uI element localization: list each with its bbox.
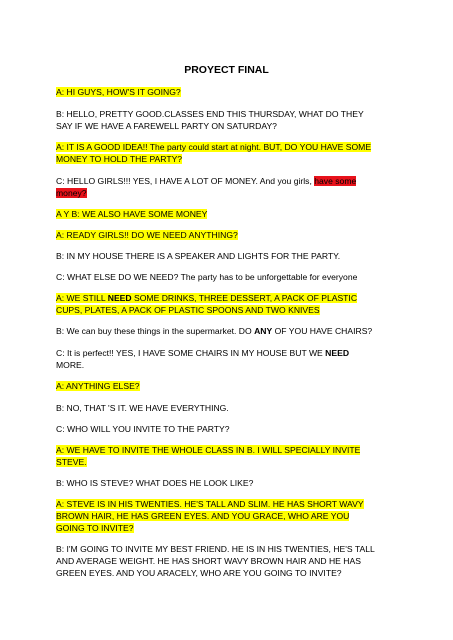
line-text: B: NO, THAT 'S IT. WE HAVE EVERYTHING. <box>56 403 229 413</box>
dialogue-line-b2 <box>56 250 401 262</box>
line-text: A: STEVE IS IN HIS TWENTIES. HE'S TALL AND SLIM. HE HAS SHORT WAVY <box>56 499 364 509</box>
line-text: C: WHO WILL YOU INVITE TO THE PARTY? <box>56 424 230 434</box>
dialogue-line-c1 <box>56 175 401 199</box>
bold-word: ANY <box>254 326 273 336</box>
line-text: B: I'M GOING TO INVITE MY BEST FRIEND. HE IS IN HIS TWENTIES, HE'S TALL <box>56 544 375 554</box>
line-part: B: We can buy these things in the supermarket. DO <box>56 326 255 336</box>
line-text: B: IN MY HOUSE THERE IS A SPEAKER AND LIGHTS FOR THE PARTY. <box>56 251 341 261</box>
line-text: B: WHO IS STEVE? WHAT DOES HE LOOK LIKE? <box>56 478 254 488</box>
dialogue-line-a7 <box>56 498 401 534</box>
dialogue-line-c4 <box>56 423 401 435</box>
dialogue-line-b1 <box>56 108 401 132</box>
dialogue-line-a3 <box>56 229 401 241</box>
dialogue-line-b4 <box>56 402 401 414</box>
line-text: C: WHAT ELSE DO WE NEED? The party has to be unforgettable for everyone <box>56 272 358 282</box>
line-text: A: HI GUYS, HOW'S IT GOING? <box>56 87 181 97</box>
dialogue-line-b3 <box>56 325 401 337</box>
dialogue-line-b6 <box>56 543 401 579</box>
line-text: A: READY GIRLS!! DO WE NEED ANYTHING? <box>56 230 238 240</box>
dialogue-line-ab <box>56 208 401 220</box>
dialogue-line-b5 <box>56 477 401 489</box>
line-text: C: HELLO GIRLS!!! YES, I HAVE A LOT OF MONEY. And you girls, <box>56 176 315 186</box>
line-text: A: WE HAVE TO INVITE THE WHOLE CLASS IN B. I WILL SPECIALLY INVITE <box>56 445 361 455</box>
line-text: MONEY TO HOLD THE PARTY? <box>56 154 183 164</box>
red-highlight-text: have some <box>314 176 357 186</box>
dialogue-line-c2 <box>56 271 401 283</box>
line-text: A: IT IS A GOOD IDEA!! The party could start at night. BUT, DO YOU HAVE SOME <box>56 142 372 152</box>
line-part: OF YOU HAVE CHAIRS? <box>272 326 373 336</box>
dialogue-line-a5 <box>56 380 401 392</box>
line-text: AND AVERAGE WEIGHT. HE HAS SHORT WAVY BROWN HAIR AND HE HAS <box>56 556 361 566</box>
line-part: SOME DRINKS, THREE DESSERT, A PACK OF PLASTIC <box>131 293 358 303</box>
line-part: BROWN HAIR, HE HAS GREEN EYES <box>56 511 207 521</box>
dialogue-line-a4 <box>56 292 401 316</box>
line-part: A: WE STILL <box>56 293 108 303</box>
dialogue-line-a2 <box>56 141 401 165</box>
red-highlight-text: money? <box>56 188 87 198</box>
document-title: PROYECT FINAL <box>184 64 269 76</box>
bold-word: NEED <box>325 348 350 358</box>
dialogue-line-a6 <box>56 444 401 468</box>
line-part: . AND YOU GRACE, WHO ARE YOU <box>206 511 350 521</box>
bold-word: NEED <box>107 293 132 303</box>
line-text: GREEN EYES. AND YOU ARACELY, WHO ARE YOU GOING TO INVITE? <box>56 568 342 578</box>
dialogue-line-a1 <box>56 86 401 98</box>
line-text: SAY IF WE HAVE A FAREWELL PARTY ON SATURDAY? <box>56 121 277 131</box>
line-text: MORE. <box>56 360 85 370</box>
line-text: B: HELLO, PRETTY GOOD.CLASSES END THIS THURSDAY, WHAT DO THEY <box>56 109 364 119</box>
line-text: A: ANYTHING ELSE? <box>56 381 140 391</box>
line-text: GOING TO INVITE? <box>56 523 134 533</box>
line-text <box>56 293 357 303</box>
line-part: C: It is perfect!! YES, I HAVE SOME CHAIRS IN MY HOUSE BUT WE <box>56 348 326 358</box>
line-text: STEVE. <box>56 457 87 467</box>
line-text: CUPS, PLATES, A PACK OF PLASTIC SPOONS AND TWO KNIVES <box>56 305 320 315</box>
line-text: A Y B: WE ALSO HAVE SOME MONEY <box>56 209 208 219</box>
dialogue-line-c3 <box>56 347 401 371</box>
